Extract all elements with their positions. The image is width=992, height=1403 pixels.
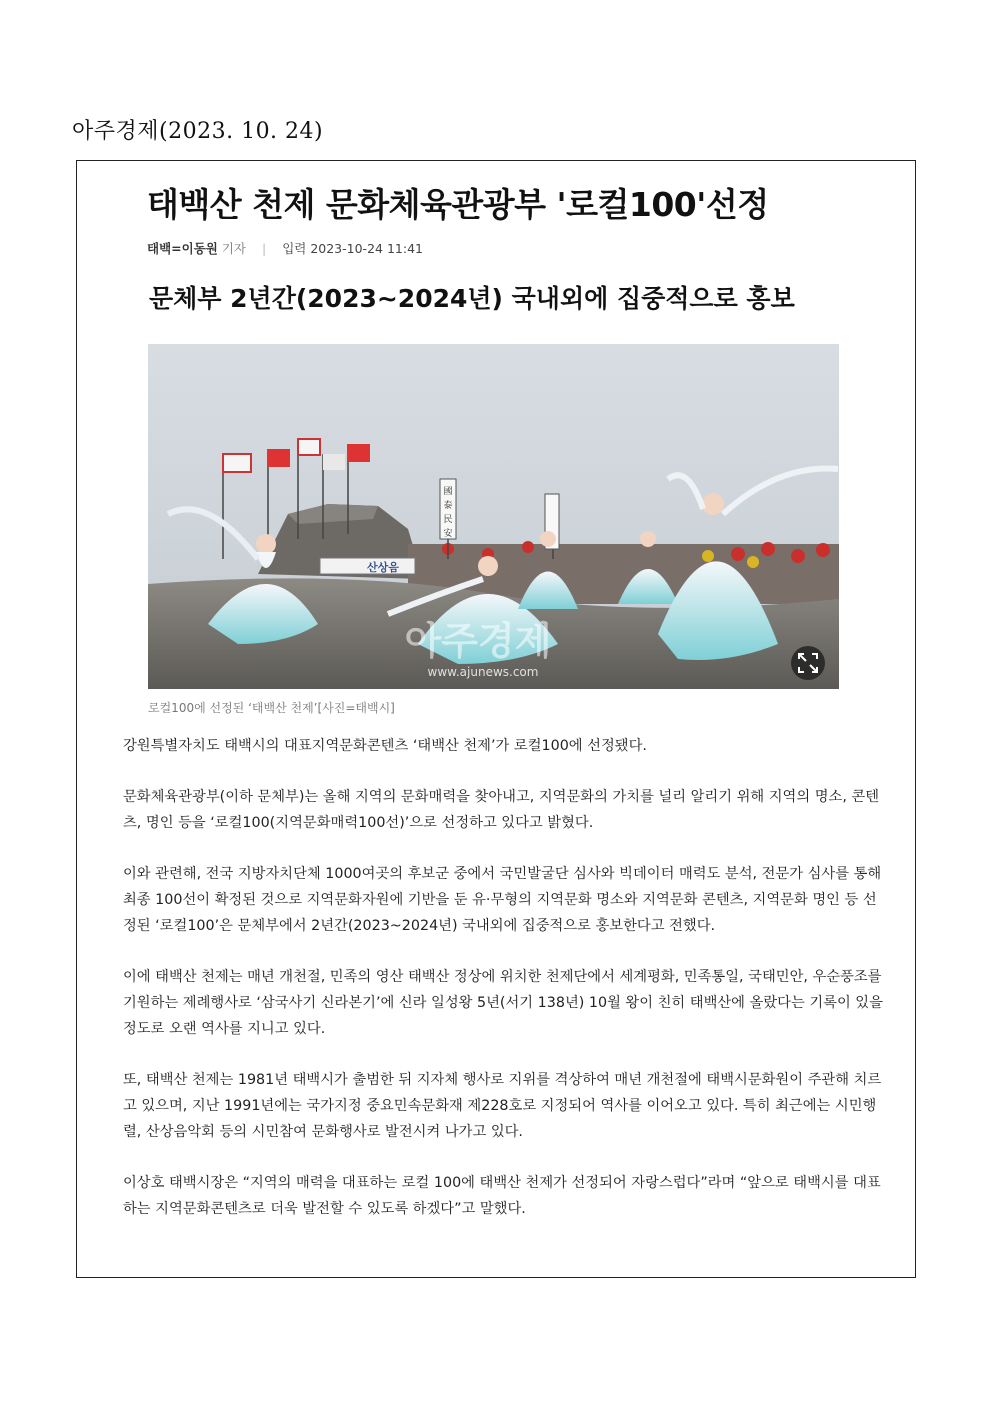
reporter-role: 기자 xyxy=(221,241,246,256)
article-subheadline: 문체부 2년간(2023~2024년) 국내외에 집중적으로 홍보 xyxy=(149,284,795,313)
expand-icon[interactable] xyxy=(791,646,825,680)
article-headline: 태백산 천제 문화체육관광부 '로컬100'선정 xyxy=(147,185,769,224)
banner-text: 산상음 xyxy=(367,561,399,574)
article-photo xyxy=(148,344,839,689)
paragraph-6: 이상호 태백시장은 “지역의 매력을 대표하는 로컬 100에 태백산 천제가 선정되어 자랑스럽다”라며 “앞으로 태백시를 대표하는 지역문화콘텐츠로 더욱 발전할 수 있도록 하겠다”고 말했다. xyxy=(123,1175,881,1217)
photo-watermark-url: www.ajunews.com xyxy=(427,665,539,679)
ceremony-photo-illustration xyxy=(148,344,839,689)
paragraph-5: 또, 태백산 천제는 1981년 태백시가 출범한 뒤 지자체 행사로 지위를 격상하여 매년 개천절에 태백시문화원이 주관해 치르고 있으며, 지난 1991년에는 국가지정 중요민속문화재 제228호로 지정되어 역사를 이어오고 있다. 특히 최근에는 시민행렬, 산상음악회 등의 시민참여 문화행사로 발전시켜 나가고 있다. xyxy=(123,1072,882,1140)
paragraph-1: 강원특별자치도 태백시의 대표지역문화콘텐츠 ‘태백산 천제’가 로컬100에 선정됐다. xyxy=(123,738,647,754)
source-line: 아주경제(2023. 10. 24) xyxy=(72,119,324,144)
flag-text-char-1: 國 xyxy=(443,487,453,497)
paragraph-3: 이와 관련해, 전국 지방자치단체 1000여곳의 후보군 중에서 국민발굴단 심사와 빅데이터 매력도 분석, 전문가 심사를 통해 최종 100선이 확정된 것으로 지역문화자원에 기반을 둔 유·무형의 지역문화 명소와 지역문화 콘텐츠, 지역문화 명인 등 선정된 ‘로컬100’은 문체부에서 2년간(2023~2024년) 국내외에 집중적으로 홍보한다고 전했다. xyxy=(123,866,882,934)
article-clipping xyxy=(76,160,916,1278)
paragraph-4: 이에 태백산 천제는 매년 개천절, 민족의 영산 태백산 정상에 위치한 천제단에서 세계평화, 민족통일, 국태민안, 우순풍조를 기원하는 제례행사로 ‘삼국사기 신라본기’에 신라 일성왕 5년(서기 138년) 10월 왕이 친히 태백산에 올랐다는 기록이 있을 정도로 오랜 역사를 지니고 있다. xyxy=(123,969,883,1037)
publish-date: 2023-10-24 11:41 xyxy=(310,241,423,256)
photo-caption: 로컬100에 선정된 ‘태백산 천제’[사진=태백시] xyxy=(148,701,395,715)
byline-divider: | xyxy=(261,241,267,256)
flag-text-char-4: 安 xyxy=(443,529,453,539)
paragraph-2: 문화체육관광부(이하 문체부)는 올해 지역의 문화매력을 찾아내고, 지역문화의 가치를 널리 알리기 위해 지역의 명소, 콘텐츠, 명인 등을 ‘로컬100(지역문화매력100선)’으로 선정하고 있다고 밝혔다. xyxy=(123,789,880,831)
photo-watermark: 아주경제 xyxy=(404,618,552,663)
article-byline xyxy=(147,239,423,257)
flag-text-char-2: 泰 xyxy=(443,501,453,511)
flag-text-char-3: 民 xyxy=(443,515,453,525)
date-label: 입력 xyxy=(282,241,307,256)
reporter-name: 태백=이동원 xyxy=(147,241,218,256)
article-body xyxy=(123,733,883,1247)
